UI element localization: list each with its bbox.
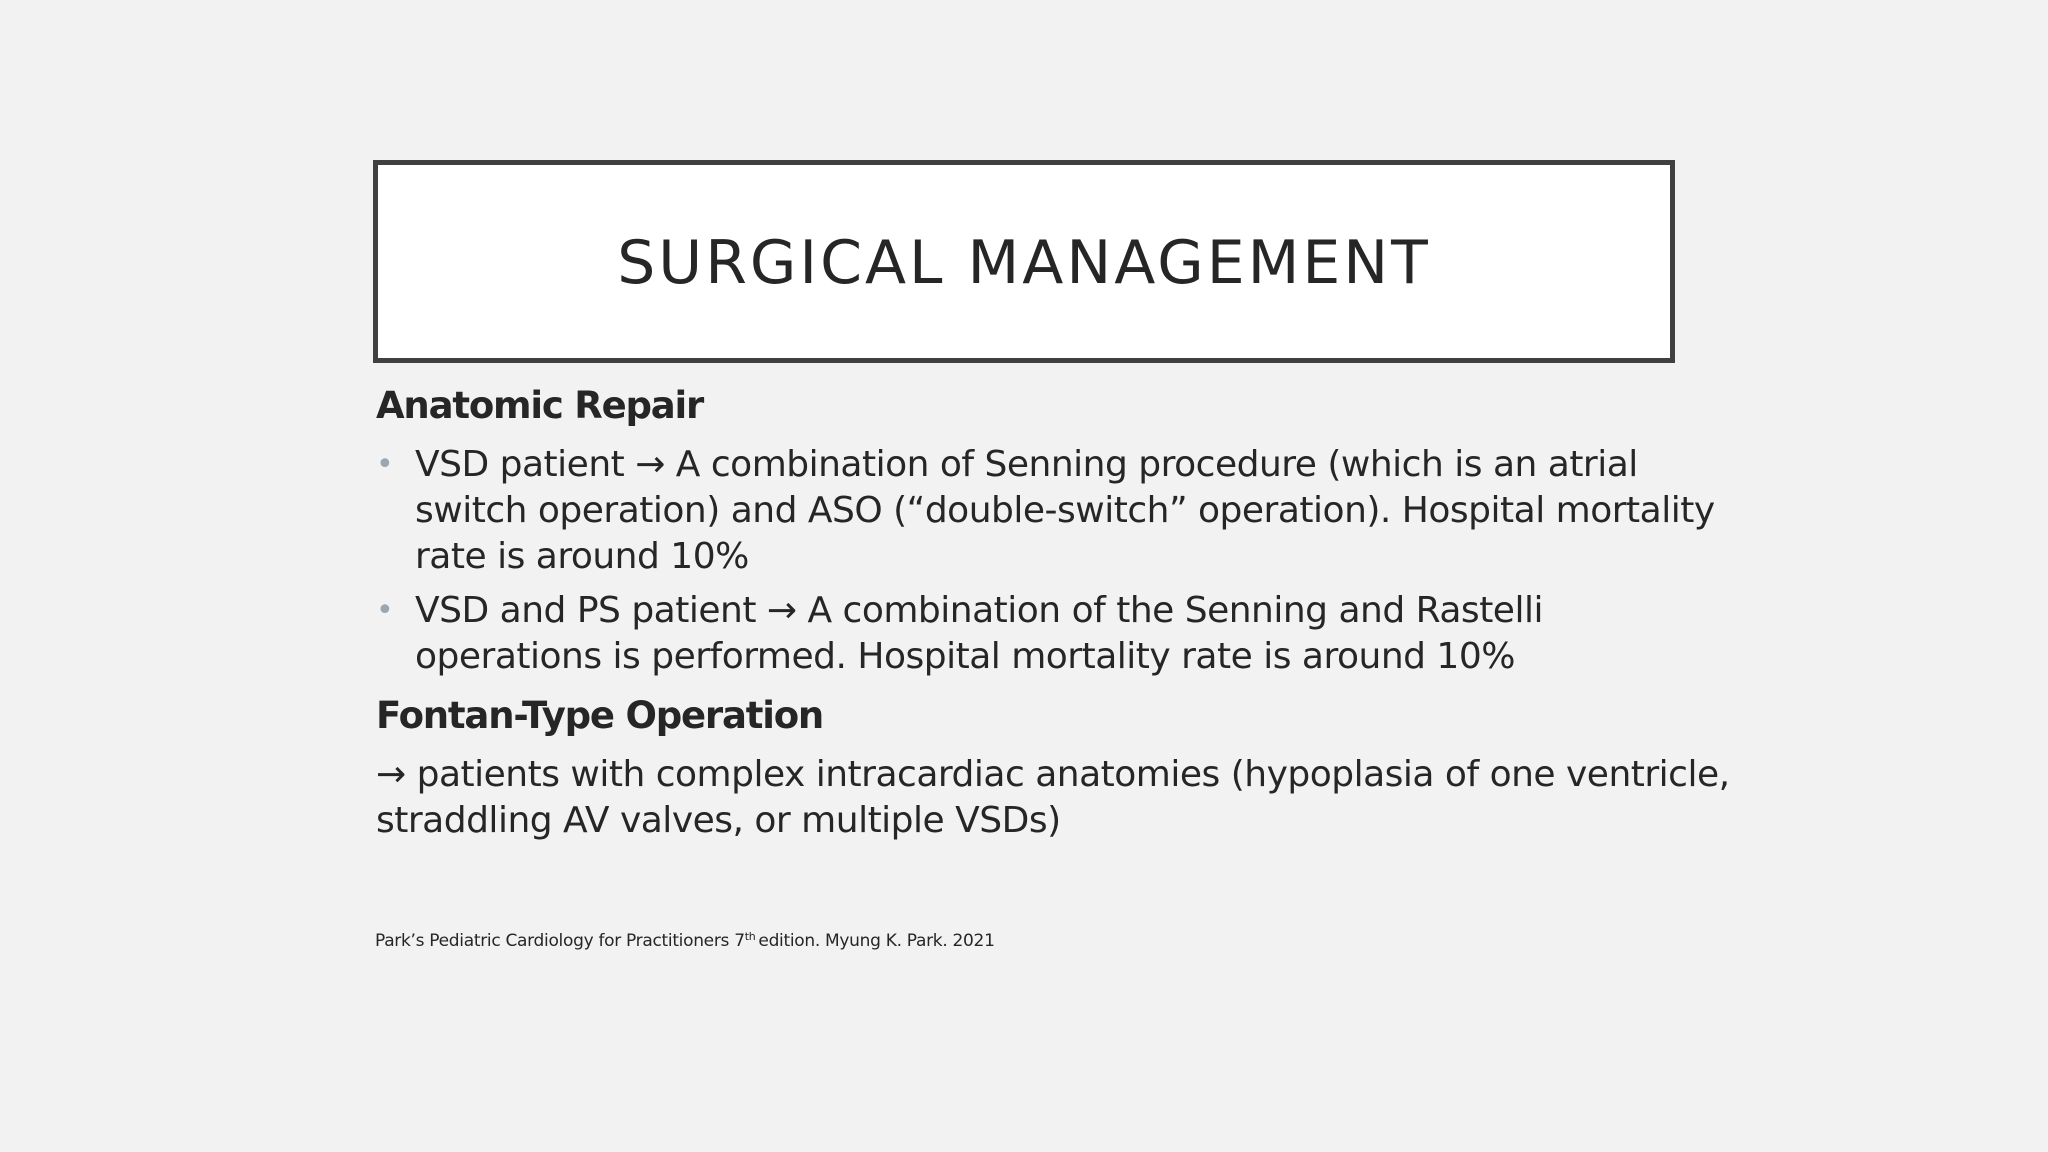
slide-title: SURGICAL MANAGEMENT <box>617 227 1431 298</box>
bullet-icon: • <box>376 447 394 482</box>
bullet-text-line: VSD patient → A combination of Senning procedure (which is an atrial <box>415 444 1638 485</box>
paragraph-line: straddling AV valves, or multiple VSDs) <box>376 800 1061 841</box>
citation <box>375 930 995 951</box>
title-box <box>373 160 1675 363</box>
bullet-text-line: operations is performed. Hospital mortality rate is around 10% <box>415 636 1515 677</box>
list-item <box>376 442 1715 580</box>
bullet-icon: • <box>376 593 394 628</box>
list-item <box>376 588 1676 680</box>
bullet-text-line: rate is around 10% <box>415 536 749 577</box>
slide-content <box>376 378 1730 844</box>
paragraph-line: → patients with complex intracardiac anatomies (hypoplasia of one ventricle, <box>376 754 1730 795</box>
citation-text-after: edition. Myung K. Park. 2021 <box>758 931 995 951</box>
section-heading-anatomic-repair: Anatomic Repair <box>376 384 704 427</box>
citation-text-before: Park’s Pediatric Cardiology for Practitioners 7 <box>375 931 745 951</box>
fontan-description <box>376 752 1730 844</box>
bullet-text-line: VSD and PS patient → A combination of the Senning and Rastelli <box>415 590 1543 631</box>
citation-superscript: th <box>744 930 756 943</box>
section-heading-fontan-type-operation: Fontan-Type Operation <box>376 694 824 737</box>
bullet-text-line: switch operation) and ASO (“double-switch” operation). Hospital mortality <box>415 490 1715 531</box>
bullet-list <box>376 442 1715 680</box>
